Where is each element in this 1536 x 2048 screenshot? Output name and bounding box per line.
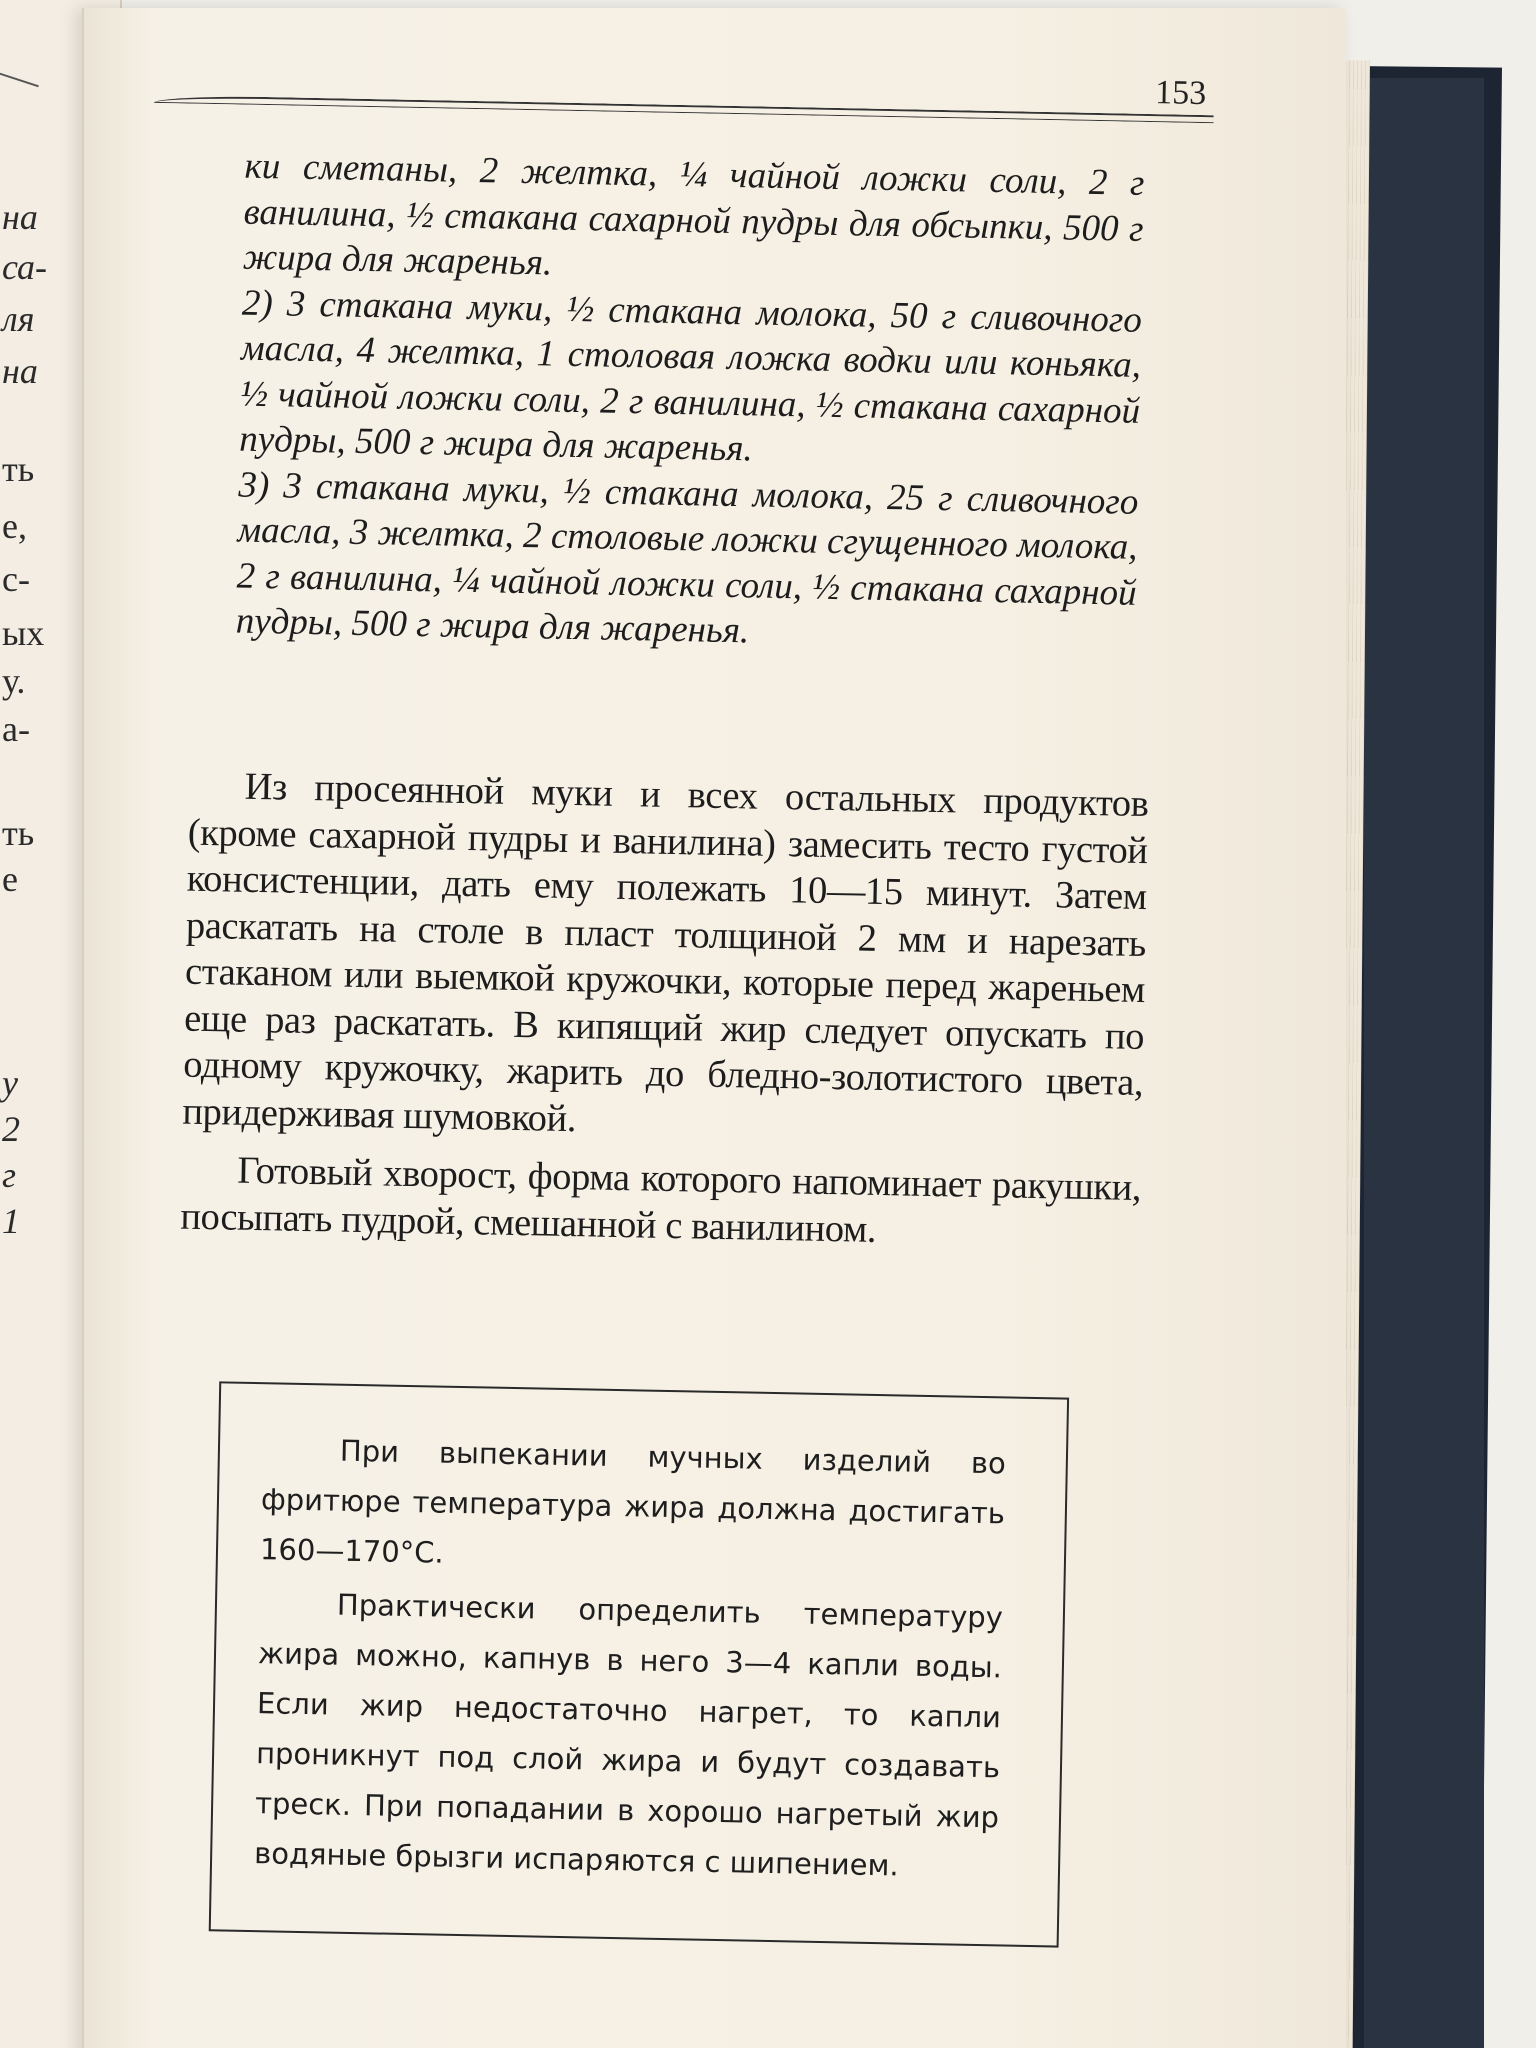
page-content	[46, 0, 1347, 2048]
tip-paragraph: При выпекании мучных изделий во фритюре температура жира должна достигать 160—170°С.	[259, 1433, 1007, 1570]
left-page-fragment: на	[2, 351, 38, 391]
left-page-fragment: с-	[2, 559, 30, 599]
tip-box	[209, 1381, 1069, 1947]
right-page	[82, 8, 1346, 2048]
left-page-fragment: у	[2, 1063, 18, 1103]
left-page-fragment: ть	[2, 813, 35, 853]
tip-paragraph: Практически определить температуру жира можно, капнув в него 3—4 капли воды. Если жир недостаточно нагрет, то капли проникнут под слой жира и будут создавать треск. При попадании в хорошо нагретый жир водяные брызги испаряются с шипением.	[253, 1587, 1004, 1883]
left-page-fragment: ых	[2, 613, 45, 653]
left-page-fragment: са-	[2, 247, 48, 287]
recipe-instructions	[180, 763, 1149, 1270]
recipe-variant-3: 3) 3 стакана муки, ½ стакана молока, 25 г сливочного масла, 3 желтка, 2 столовые ложки сгущенного молока, 2 г ванилина, ¼ чайной ложки соли, ½ стакана сахарной пудры, 500 г жира для жаренья.	[235, 464, 1139, 652]
left-page-header-rule	[0, 67, 39, 87]
recipe-variant-2: 2) 3 стакана муки, ½ стакана молока, 50 г сливочного масла, 4 желтка, 1 столовая ложка водки или коньяка, ½ чайной ложки соли, 2 г ванилина, ½ стакана сахарной пудры, 500 г жира для жаренья.	[238, 282, 1143, 470]
left-page-fragment: 2	[2, 1109, 20, 1149]
header-rule	[154, 95, 1214, 123]
recipe-ingredients	[235, 144, 1144, 662]
left-page-fragment: 1	[2, 1201, 20, 1241]
left-page-fragment: на	[2, 197, 38, 237]
left-page-fragment: а-	[2, 709, 30, 749]
left-page-fragment: е,	[2, 506, 27, 546]
left-page-fragment: ля	[2, 299, 35, 339]
page-number: 153	[1154, 74, 1207, 113]
instruction-paragraph: Готовый хворост, форма которого напоминает ракушки, посыпать пудрой, смешанной с ванилином.	[180, 1149, 1142, 1251]
recipe-variant-1: ки сметаны, 2 желтка, ¼ чайной ложки соли, 2 г ванилина, ½ стакана сахарной пудры для обсыпки, 500 г жира для жаренья.	[242, 145, 1145, 284]
instruction-paragraph: Из просеянной муки и всех остальных продуктов (кроме сахарной пудры и ванилина) замесить тесто густой консистенции, дать ему полежать 10—15 минут. Затем раскатать на столе в пласт толщиной 2 мм и нарезать стаканом или выемкой кружочки, которые перед жареньем еще раз раскатать. В кипящий жир следует опускать по одному кружочку, жарить до бледно-золотистого цвета, придерживая шумовкой.	[182, 765, 1149, 1140]
book-cover-edge	[1364, 78, 1484, 2048]
left-page-fragment: ть	[2, 449, 35, 489]
left-page-fragment: у.	[2, 661, 26, 701]
left-page-fragment: г	[2, 1155, 17, 1195]
left-page-fragment: е	[2, 859, 18, 899]
